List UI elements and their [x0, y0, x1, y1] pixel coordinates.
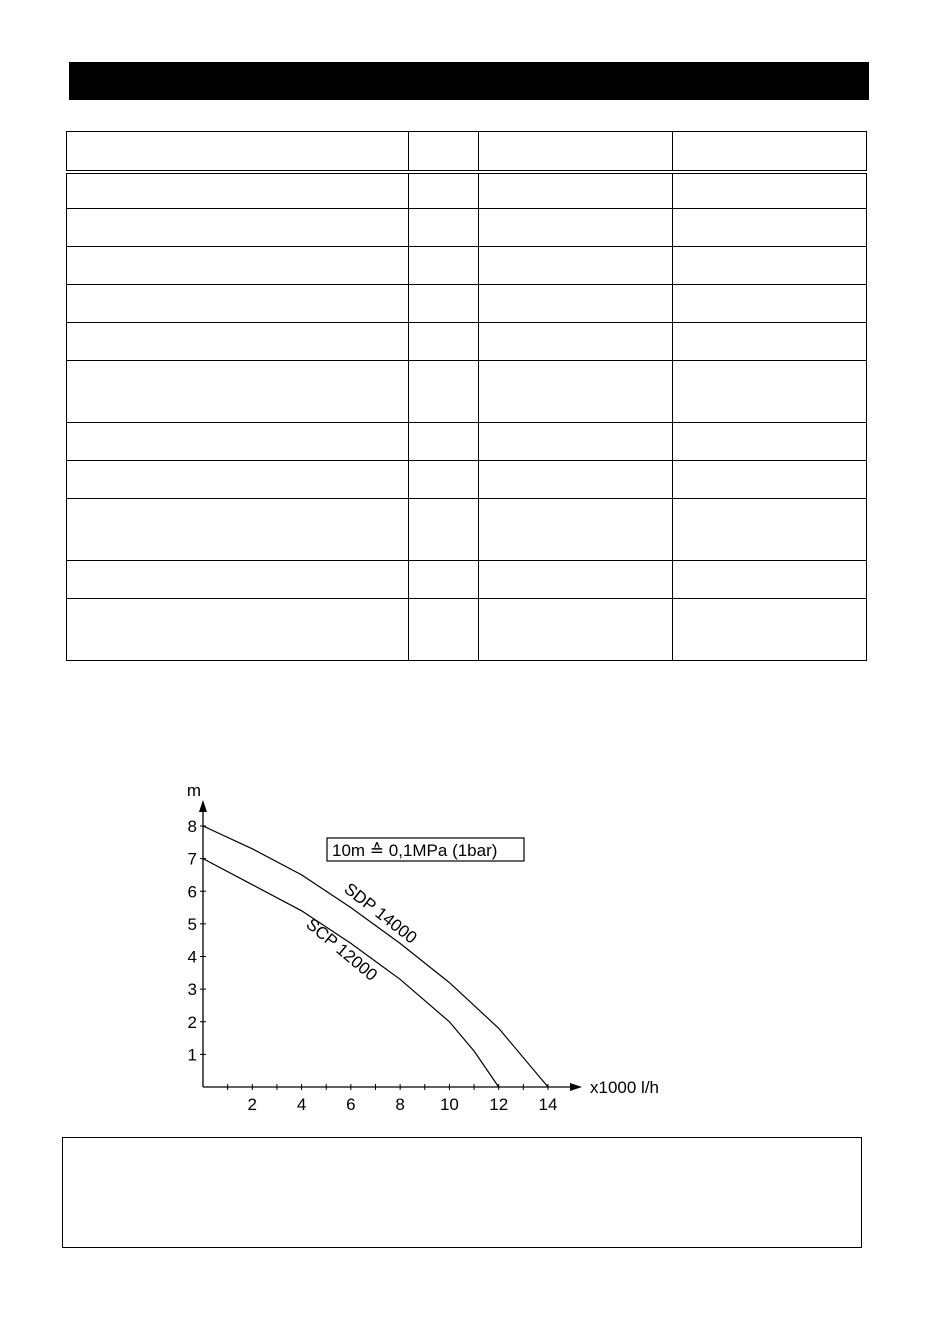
table-cell [479, 423, 673, 461]
table-row [67, 461, 867, 499]
x-axis-arrow [570, 1083, 582, 1091]
table-row [67, 285, 867, 323]
table-cell [673, 461, 867, 499]
note-box [62, 1137, 862, 1248]
table-cell [409, 423, 479, 461]
table-cell [409, 132, 479, 172]
table-cell [673, 323, 867, 361]
table-cell [479, 285, 673, 323]
table-cell [67, 209, 409, 247]
table-cell [409, 172, 479, 209]
table-cell [409, 285, 479, 323]
table-cell [67, 172, 409, 209]
technical-data-table [66, 131, 867, 661]
chart-series [203, 826, 548, 1087]
table-cell [67, 285, 409, 323]
table-cell [673, 361, 867, 423]
table-cell [409, 247, 479, 285]
y-tick-label: 8 [187, 817, 197, 836]
table-cell [67, 461, 409, 499]
series-label-sdp-14000: SDP 14000 [340, 879, 421, 948]
table-row [67, 599, 867, 661]
table-row [67, 132, 867, 172]
table-cell [673, 561, 867, 599]
x-axis-label: x1000 l/h [590, 1078, 659, 1097]
table-cell [673, 132, 867, 172]
table-cell [67, 323, 409, 361]
table-cell [479, 599, 673, 661]
y-tick-label: 2 [187, 1012, 197, 1032]
x-tick-label: 12 [489, 1095, 509, 1114]
table-cell [673, 285, 867, 323]
table-cell [479, 172, 673, 209]
y-tick-label: 7 [187, 849, 197, 869]
table-cell [673, 172, 867, 209]
table-cell [67, 561, 409, 599]
table-cell [673, 247, 867, 285]
y-tick-label: 4 [187, 947, 197, 967]
table-cell [67, 423, 409, 461]
table-row [67, 423, 867, 461]
table-row [67, 247, 867, 285]
table-cell [67, 247, 409, 285]
table-cell [479, 132, 673, 172]
table-row [67, 499, 867, 561]
table-cell [479, 499, 673, 561]
x-tick-label: 4 [296, 1095, 307, 1114]
series-label-scp-12000: SCP 12000 [302, 914, 382, 985]
x-tick-label: 6 [346, 1095, 356, 1114]
table-cell [409, 599, 479, 661]
pump-performance-chart [160, 770, 700, 1120]
series-line-0 [203, 826, 548, 1087]
table-cell [479, 247, 673, 285]
y-tick-label: 3 [187, 980, 197, 1000]
pressure-annotation [327, 838, 524, 861]
table-cell [409, 323, 479, 361]
table-cell [479, 561, 673, 599]
table-cell [673, 209, 867, 247]
table-cell [479, 323, 673, 361]
x-tick-label: 2 [247, 1095, 258, 1114]
table-cell [67, 361, 409, 423]
y-tick-label: 5 [187, 914, 197, 934]
y-tick-label: 6 [187, 882, 197, 902]
y-tick-label: 1 [187, 1045, 197, 1065]
table-cell [673, 499, 867, 561]
table-cell [479, 461, 673, 499]
table-cell [479, 361, 673, 423]
table-row [67, 323, 867, 361]
table-cell [67, 599, 409, 661]
table-cell [409, 361, 479, 423]
table-row [67, 172, 867, 209]
table-cell [673, 599, 867, 661]
table-row [67, 361, 867, 423]
table-cell [409, 209, 479, 247]
section-title-bar [69, 62, 869, 100]
table-cell [479, 209, 673, 247]
table-cell [673, 423, 867, 461]
table-cell [409, 461, 479, 499]
table-cell [67, 499, 409, 561]
y-axis-label: m [186, 781, 202, 800]
x-tick-label: 8 [395, 1095, 405, 1114]
y-axis-arrow [199, 800, 207, 812]
table-row [67, 209, 867, 247]
table-cell [409, 561, 479, 599]
annotation-text: 10m ≙ 0,1MPa (1bar) [332, 841, 498, 860]
table-cell [409, 499, 479, 561]
x-tick-label: 10 [439, 1095, 459, 1114]
table-row [67, 561, 867, 599]
x-tick-label: 14 [538, 1095, 558, 1114]
table-cell [67, 132, 409, 172]
